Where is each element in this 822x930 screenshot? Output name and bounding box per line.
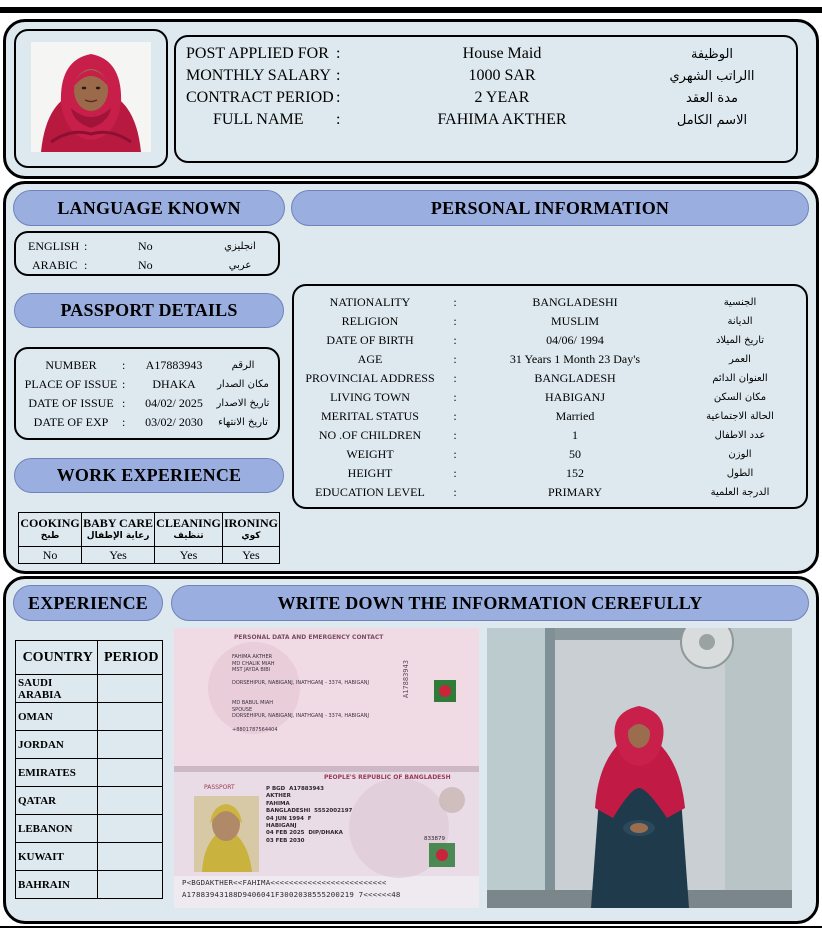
passport-row xyxy=(20,395,276,411)
skill-value-cooking: No xyxy=(19,547,82,564)
country-period xyxy=(98,815,163,843)
country-row xyxy=(16,815,163,843)
country-period xyxy=(98,703,163,731)
passport-field-label-ar: مكان الصدار xyxy=(217,378,269,390)
country-period xyxy=(98,871,163,899)
country-name: LEBANON xyxy=(16,815,98,843)
country-row xyxy=(16,703,163,731)
english-label: ENGLISH xyxy=(28,239,80,253)
personal-field-value: 1 xyxy=(572,427,578,442)
scan-passport-word: PASSPORT xyxy=(204,784,235,791)
personal-field-value: 04/06/ 1994 xyxy=(546,332,604,347)
colon: : xyxy=(453,484,457,499)
header-row-name xyxy=(186,110,776,130)
language-heading: LANGUAGE KNOWN xyxy=(13,190,285,226)
header-row-post xyxy=(186,44,776,64)
contract-label-ar: مدة العقد xyxy=(686,90,738,106)
passport-field-label: DATE OF ISSUE xyxy=(28,395,114,410)
personal-field-label-ar: العمر xyxy=(729,353,751,365)
personal-info-row xyxy=(300,465,800,481)
arabic-label-ar: عربي xyxy=(228,260,252,271)
arabic-value: No xyxy=(138,258,153,272)
name-value: FAHIMA AKTHER xyxy=(437,111,567,128)
scan-heading: PERSONAL DATA AND EMERGENCY CONTACT xyxy=(234,634,384,641)
colon: : xyxy=(122,376,126,391)
personal-field-value: BANGLADESH xyxy=(534,370,616,385)
personal-field-label-ar: الحالة الاجتماعية xyxy=(706,410,774,422)
name-label-ar: الاسم الكامل xyxy=(676,112,748,128)
personal-info-row xyxy=(300,427,800,443)
header-row-contract xyxy=(186,88,776,108)
colon: : xyxy=(453,408,457,423)
personal-info-row xyxy=(300,484,800,500)
colon: : xyxy=(453,351,457,366)
scan-data-block: P BGD A17883943 AKTHER FAHIMA BANGLADESHI 5552002197 04 JUN 1994 F HABIGANJ 04 FEB 2025 DIP/DHAKA 03 FEB 2030 xyxy=(266,786,353,844)
passport-field-label-ar: تاريخ الانتهاء xyxy=(218,416,268,428)
personal-field-value: HABIGANJ xyxy=(545,389,605,404)
personal-field-label: RELIGION xyxy=(341,313,399,328)
country-row xyxy=(16,759,163,787)
period-column-header: PERIOD xyxy=(98,641,163,675)
skills-table xyxy=(18,512,280,564)
colon: : xyxy=(122,357,126,372)
post-label-ar: الوظيفة xyxy=(690,46,734,62)
personal-field-label: NATIONALITY xyxy=(329,294,411,309)
woman-portrait-icon xyxy=(31,42,151,152)
scan-republic: PEOPLE'S REPUBLIC OF BANGLADESH xyxy=(324,774,451,781)
country-period xyxy=(98,787,163,815)
personal-field-label: EDUCATION LEVEL xyxy=(315,484,425,499)
personal-field-value: PRIMARY xyxy=(547,484,603,499)
passport-field-label-ar: تاريخ الاصدار xyxy=(216,397,270,409)
contract-value: 2 YEAR xyxy=(474,89,530,106)
top-border xyxy=(0,7,822,13)
country-name: KUWAIT xyxy=(16,843,98,871)
colon: : xyxy=(453,370,457,385)
country-period xyxy=(98,675,163,703)
post-value: House Maid xyxy=(462,45,542,62)
country-name: BAHRAIN xyxy=(16,871,98,899)
contract-label: CONTRACT PERIOD xyxy=(186,89,334,106)
personal-field-label-ar: العنوان الدائم xyxy=(712,372,768,384)
personal-field-label: MERITAL STATUS xyxy=(321,408,419,423)
colon: : xyxy=(453,332,457,347)
country-name: JORDAN xyxy=(16,731,98,759)
header-row-salary xyxy=(186,66,776,86)
standing-woman-icon xyxy=(487,628,792,908)
work-heading: WORK EXPERIENCE xyxy=(14,458,284,493)
scan-serial: 833879 xyxy=(424,836,445,842)
colon: : xyxy=(84,258,88,272)
personal-field-label-ar: الوزن xyxy=(728,448,752,460)
passport-scan-image xyxy=(174,628,479,908)
country-name: SAUDI ARABIA xyxy=(16,675,98,703)
personal-info-row xyxy=(300,332,800,348)
colon: : xyxy=(336,89,341,106)
personal-info-row xyxy=(300,408,800,424)
personal-heading: PERSONAL INFORMATION xyxy=(291,190,809,226)
full-body-photo xyxy=(487,628,792,908)
skill-header-babycare: BABY CARE رعاية الإطفال xyxy=(82,513,155,547)
personal-field-label: DATE OF BIRTH xyxy=(326,332,414,347)
personal-field-value: MUSLIM xyxy=(550,313,599,328)
passport-field-label: DATE OF EXP xyxy=(33,414,109,429)
colon: : xyxy=(336,45,341,62)
scan-mrz-line-1: P<BGDAKTHER<<FAHIMA<<<<<<<<<<<<<<<<<<<<<<<<< xyxy=(182,878,387,887)
skill-header-ironing: IRONING كوي xyxy=(222,513,279,547)
personal-field-label-ar: مكان السكن xyxy=(713,391,767,403)
personal-field-label: WEIGHT xyxy=(346,446,394,461)
personal-field-label-ar: الطول xyxy=(726,467,754,479)
passport-field-label-ar: الرقم xyxy=(231,359,255,371)
personal-info-row xyxy=(300,313,800,329)
country-row xyxy=(16,675,163,703)
personal-field-label: LIVING TOWN xyxy=(330,389,410,404)
colon: : xyxy=(453,294,457,309)
country-name: OMAN xyxy=(16,703,98,731)
country-row xyxy=(16,787,163,815)
personal-field-label: PROVINCIAL ADDRESS xyxy=(305,370,435,385)
personal-info-row xyxy=(300,370,800,386)
country-period xyxy=(98,731,163,759)
personal-field-label-ar: تاريخ الميلاد xyxy=(715,334,765,346)
passport-field-value: A17883943 xyxy=(145,357,203,372)
country-row xyxy=(16,871,163,899)
country-name: QATAR xyxy=(16,787,98,815)
arabic-label: ARABIC xyxy=(32,258,78,272)
write-heading: WRITE DOWN THE INFORMATION CEREFULLY xyxy=(171,585,809,621)
personal-field-label: AGE xyxy=(357,351,383,366)
personal-info-row xyxy=(300,446,800,462)
passport-row xyxy=(20,376,276,392)
skill-value-cleaning: Yes xyxy=(155,547,223,564)
country-column-header: COUNTRY xyxy=(16,641,98,675)
colon: : xyxy=(336,111,341,128)
experience-heading: EXPERIENCE xyxy=(13,585,163,621)
profile-photo xyxy=(31,42,151,152)
country-period xyxy=(98,759,163,787)
personal-field-value: Married xyxy=(555,408,595,423)
personal-field-value: BANGLADESHI xyxy=(532,294,618,309)
colon: : xyxy=(336,67,341,84)
english-label-ar: انجليزي xyxy=(224,241,256,252)
skill-value-ironing: Yes xyxy=(222,547,279,564)
personal-field-label-ar: الديانة xyxy=(727,315,753,327)
passport-row xyxy=(20,357,276,373)
passport-heading: PASSPORT DETAILS xyxy=(14,293,284,328)
personal-field-label-ar: الجنسية xyxy=(723,296,757,308)
country-table xyxy=(15,640,163,899)
personal-field-label-ar: الدرجة العلمية xyxy=(710,486,770,498)
passport-field-value: 03/02/ 2030 xyxy=(145,414,203,429)
personal-field-value: 152 xyxy=(566,465,584,480)
colon: : xyxy=(453,389,457,404)
country-period xyxy=(98,843,163,871)
post-label: POST APPLIED FOR xyxy=(186,45,329,62)
country-name: EMIRATES xyxy=(16,759,98,787)
colon: : xyxy=(453,465,457,480)
country-row xyxy=(16,843,163,871)
skill-header-cleaning: CLEANING تنظيف xyxy=(155,513,223,547)
skill-header-cooking: COOKING طبخ xyxy=(19,513,82,547)
colon: : xyxy=(122,395,126,410)
passport-field-value: DHAKA xyxy=(152,376,196,391)
personal-info-row xyxy=(300,351,800,367)
language-row-english xyxy=(22,239,272,254)
colon: : xyxy=(453,446,457,461)
personal-field-value: 31 Years 1 Month 23 Day's xyxy=(509,351,641,366)
personal-field-label: NO .OF CHILDREN xyxy=(318,427,422,442)
personal-info-row xyxy=(300,389,800,405)
name-label: FULL NAME xyxy=(213,111,304,128)
passport-row xyxy=(20,414,276,430)
country-row xyxy=(16,731,163,759)
scan-personal-block: FAHIMA AKTHER MD CHALIK MIAH MST JAYDA BIBI DORSEHIPUR, NABIGANJ, INATHGANJ - 3374, HABIGANJ MD BABUL MIAH SPOUSE DORSEHIPUR, NABIGANJ, INATHGANJ - 3374, HABIGANJ +8801787564404 xyxy=(232,654,369,733)
salary-label-ar: االراتب الشهري xyxy=(669,68,755,84)
personal-field-label-ar: عدد الاطفال xyxy=(714,429,766,441)
scan-vertical-number: A17883943 xyxy=(402,660,410,698)
personal-field-value: 50 xyxy=(569,446,581,461)
salary-value: 1000 SAR xyxy=(468,67,536,84)
colon: : xyxy=(84,239,88,253)
english-value: No xyxy=(138,239,153,253)
passport-field-label: NUMBER xyxy=(45,357,97,372)
skill-value-babycare: Yes xyxy=(82,547,155,564)
colon: : xyxy=(453,313,457,328)
passport-field-label: PLACE OF ISSUE xyxy=(24,376,118,391)
bottom-rule xyxy=(0,926,822,928)
personal-info-row xyxy=(300,294,800,310)
colon: : xyxy=(453,427,457,442)
colon: : xyxy=(122,414,126,429)
personal-field-label: HEIGHT xyxy=(347,465,393,480)
scan-mrz-line-2: A17883943188D9406041F3002038555200219 7<<<<<<48 xyxy=(182,890,401,899)
passport-field-value: 04/02/ 2025 xyxy=(145,395,203,410)
salary-label: MONTHLY SALARY xyxy=(186,67,331,84)
language-row-arabic xyxy=(22,258,272,273)
